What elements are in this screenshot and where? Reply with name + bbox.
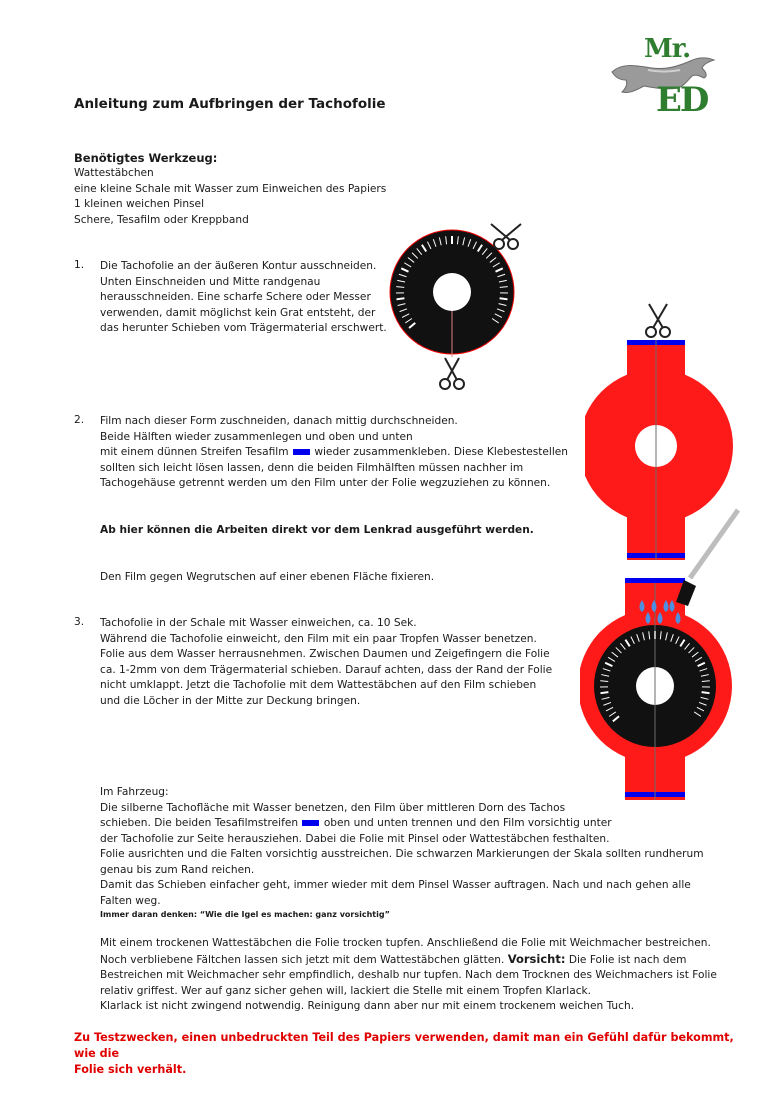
hedgehog-hint: Immer daran denken: “Wie die Igel es machen: ganz vorsichtig” [100, 910, 390, 919]
vehicle-line: Die silberne Tachofläche mit Wasser benetzen, den Film über mittleren Dorn des Tachos [100, 801, 566, 814]
dial-tick [702, 692, 710, 693]
dial-tick [600, 692, 608, 693]
vehicle-section [100, 785, 740, 921]
step1-number: 1. [74, 259, 85, 271]
scissors-icon [440, 358, 464, 389]
page-title: Anleitung zum Aufbringen der Tachofolie [74, 96, 386, 112]
scissors-icon [491, 224, 521, 249]
scissors-icon [646, 304, 670, 337]
vehicle-line: Damit das Schieben einfacher geht, immer wieder mit dem Pinsel Wasser auftragen. Nach und nach gehen alle [100, 879, 691, 891]
step3-line: Tachofolie in der Schale mit Wasser einweichen, ca. 10 Sek. [100, 617, 417, 629]
tool-item: Schere, Tesafilm oder Kreppband [74, 213, 249, 226]
step3-number: 3. [74, 616, 85, 628]
speedometer-foil-illustration [385, 222, 535, 392]
step1-text [100, 259, 387, 337]
step2-line: mit einem dünnen Streifen Tesafilm wieder zusammenkleben. Diese Klebestestellen [100, 446, 569, 458]
brush-icon [676, 510, 738, 606]
step3-line: Während die Tachofolie einweicht, den Film mit ein paar Tropfen Wasser benetzen. [100, 632, 537, 645]
tool-item: Wattestäbchen [74, 167, 154, 179]
tape-strip-icon [302, 820, 319, 826]
vehicle-line: genau bis zum Rand reichen. [100, 863, 255, 876]
test-note-line: Folie sich verhält. [74, 1063, 187, 1076]
finish-line: Mit einem trockenen Wattestäbchen die Folie trocken tupfen. Anschließend die Folie mit Weichmacher bestreichen. [100, 937, 711, 949]
tape-strip-icon [293, 449, 310, 455]
step3-line: ca. 1-2mm von dem Trägermaterial schieben. Darauf achten, dass der Rand der Folie [100, 663, 553, 676]
step1-line: herausschneiden. Eine scharfe Schere oder Messer [100, 291, 371, 303]
dial-tick [396, 298, 404, 299]
vehicle-line: Falten weg. [100, 894, 161, 907]
step2-line: Beide Hälften wieder zusammenlegen und oben und unten [100, 430, 413, 443]
vehicle-heading: Im Fahrzeug: [100, 786, 169, 798]
step3-text [100, 616, 552, 709]
step3-line: Folie aus dem Wasser herrausnehmen. Zwischen Daumen und Zeigefingern die Folie [100, 648, 550, 660]
step2-line: Film nach dieser Form zuschneiden, danach mittig durchschneiden. [100, 415, 458, 427]
step2-line: sollten sich leicht lösen lassen, denn die beiden Filmhälften müssen nachher im [100, 461, 524, 474]
step1-line: das herunter Schieben vom Trägermaterial erschwert. [100, 322, 387, 334]
finish-line: Klarlack ist nicht zwingend notwendig. Reinigung dann aber nur mit einem trockenem weichen Tuch. [100, 1000, 635, 1012]
caution-label: Vorsicht: [507, 951, 566, 966]
note-steering-wheel: Ab hier können die Arbeiten direkt vor dem Lenkrad ausgeführt werden. [100, 524, 534, 536]
step3-line: und die Löcher in der Mitte zur Deckung bringen. [100, 694, 361, 707]
dial-tick [500, 298, 508, 299]
test-note [74, 1030, 754, 1078]
finish-line: Noch verbliebene Fältchen lassen sich jetzt mit dem Wattestäbchen glätten. Vorsicht: Die Folie ist nach dem [100, 951, 687, 966]
step1-line: Unten Einschneiden und Mitte randgenau [100, 275, 321, 288]
logo-top-text: Mr. [644, 34, 691, 64]
step1-line: verwenden, damit möglichst kein Grat entsteht, der [100, 306, 376, 319]
tools-heading: Benötigtes Werkzeug: [74, 151, 218, 165]
film-with-foil-illustration [580, 508, 755, 808]
vehicle-line: schieben. Die beiden Tesafilmstreifen oben und unten trennen und den Film vorsichtig unter [100, 817, 612, 829]
step2-line: Tachogehäuse getrennt werden um den Film unter der Folie wegzuziehen zu können. [100, 477, 551, 489]
finish-line: Bestreichen mit Weichmacher sehr empfindlich, deshalb nur tupfen. Nach dem Trocknen des Weichmachers ist Folie [100, 969, 717, 981]
step2-text [100, 414, 568, 492]
tool-item: 1 kleinen weichen Pinsel [74, 198, 205, 210]
tools-list [74, 166, 386, 228]
step2-number: 2. [74, 414, 85, 426]
finish-line: relativ griffest. Wer auf ganz sicher gehen will, lackiert die Stelle mit einem Tropfen Klarlack. [100, 984, 592, 997]
logo-bottom-text: ED [656, 80, 708, 120]
tool-item: eine kleine Schale mit Wasser zum Einweichen des Papiers [74, 182, 387, 195]
test-note-line: Zu Testzwecken, einen unbedruckten Teil des Papiers verwenden, damit man ein Gefühl dafür bekommt, wie die [74, 1031, 734, 1060]
step1-line: Die Tachofolie an der äußeren Kontur ausschneiden. [100, 260, 377, 272]
vehicle-line: Folie ausrichten und die Falten vorsichtig ausstreichen. Die schwarzen Markierungen der Skala sollten rundherum [100, 848, 704, 860]
vehicle-line: der Tachofolie zur Seite herausziehen. Dabei die Folie mit Pinsel oder Wattestäbchen festhalten. [100, 832, 610, 845]
finish-section [100, 936, 760, 1015]
step3-line: nicht umklappt. Jetzt die Tachofolie mit dem Wattestäbchen auf den Film schieben [100, 679, 537, 691]
logo [608, 32, 718, 122]
fix-film-text: Den Film gegen Wegrutschen auf einer ebenen Fläche fixieren. [100, 571, 435, 583]
